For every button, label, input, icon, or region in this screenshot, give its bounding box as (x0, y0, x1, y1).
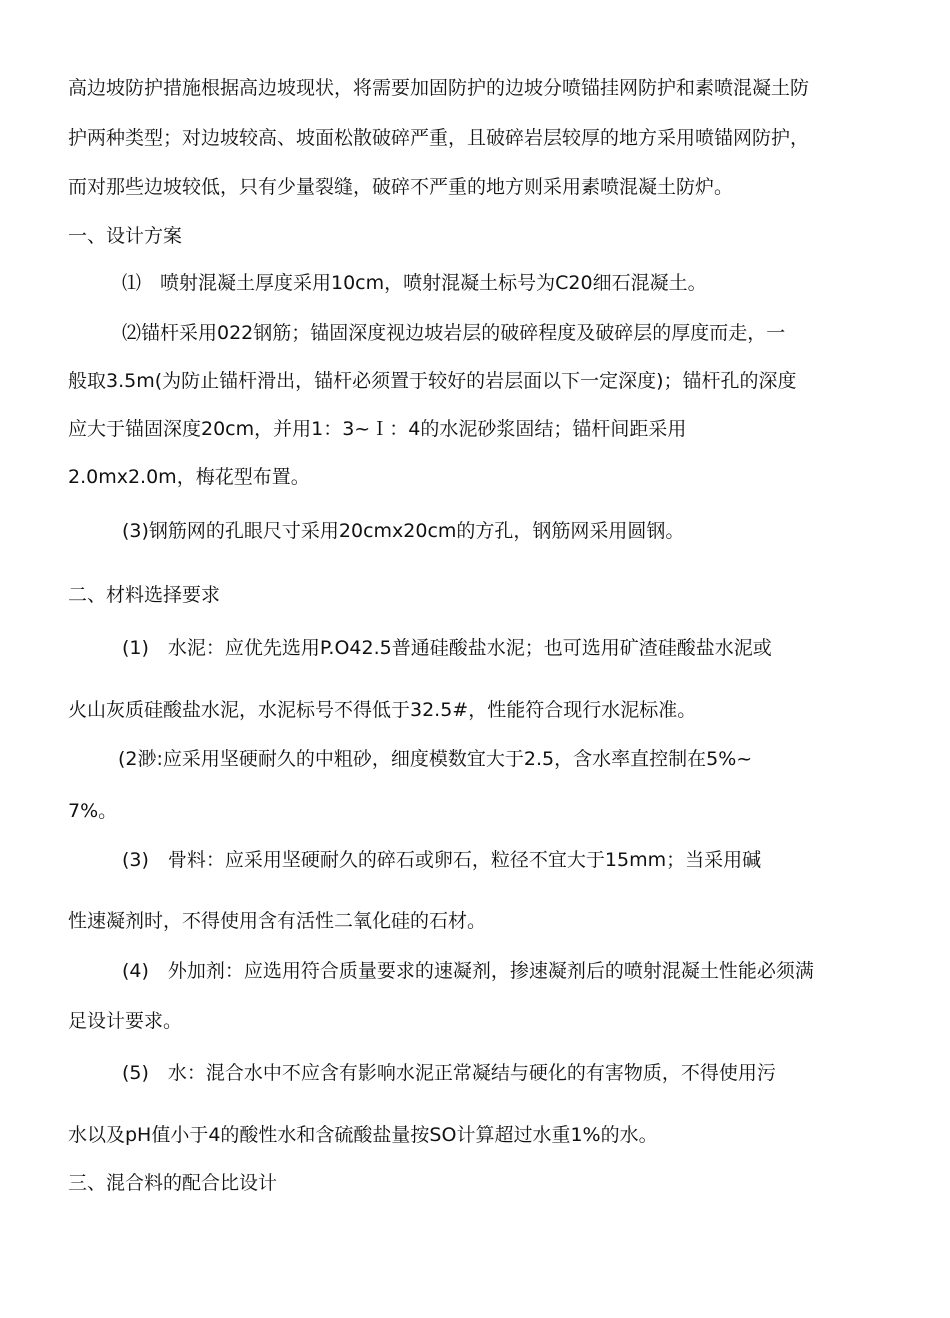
material-item-4-line-2: 足设计要求。 (68, 1010, 183, 1032)
design-item-2-line-1: ⑵锚杆采用022钢筋；锚固深度视边坡岩层的破碎程度及破碎层的厚度而走，一 (122, 322, 786, 344)
section-heading-3: 三、混合料的配合比设计 (68, 1172, 278, 1194)
material-item-3-line-1: (3) 骨料：应采用坚硬耐久的碎石或卵石，粒径不宜大于15mm；当采用碱 (122, 849, 762, 871)
material-item-5-line-2: 水以及pH值小于4的酸性水和含硫酸盐量按SO计算超过水重1%的水。 (68, 1124, 658, 1146)
design-item-2-line-4: 2.0mx2.0m，梅花型布置。 (68, 466, 310, 488)
intro-line-2: 护两种类型；对边坡较高、坡面松散破碎严重，且破碎岩层较厚的地方采用喷锚网防护， (68, 127, 810, 149)
intro-line-1: 高边坡防护措施根据高边坡现状，将需要加固防护的边坡分喷锚挂网防护和素喷混凝土防 (68, 77, 810, 99)
material-item-4-line-1: (4) 外加剂：应选用符合质量要求的速凝剂，掺速凝剂后的喷射混凝土性能必须满 (122, 960, 814, 982)
material-item-1-line-2: 火山灰质硅酸盐水泥，水泥标号不得低于32.5#，性能符合现行水泥标准。 (68, 699, 697, 721)
design-item-2-line-3: 应大于锚固深度20cm，并用1：3~Ｉ：4的水泥砂浆固结；锚杆间距采用 (68, 418, 687, 440)
material-item-2-line-2: 7%。 (68, 800, 118, 822)
design-item-3: (3)钢筋网的孔眼尺寸采用20cmx20cm的方孔，钢筋网采用圆钢。 (122, 520, 685, 542)
intro-line-3: 而对那些边坡较低，只有少量裂缝，破碎不严重的地方则采用素喷混凝土防炉。 (68, 176, 734, 198)
design-item-1: ⑴ 喷射混凝土厚度采用10cm，喷射混凝土标号为C20细石混凝土。 (122, 272, 707, 294)
design-item-2-line-2: 般取3.5m(为防止锚杆滑出，锚杆必须置于较好的岩层面以下一定深度)；锚杆孔的深度 (68, 370, 797, 392)
material-item-2-line-1: (2渺:应采用坚硬耐久的中粗砂，细度模数宜大于2.5，含水率直控制在5%~ (118, 748, 753, 770)
section-heading-1: 一、设计方案 (68, 225, 183, 247)
section-heading-2: 二、材料选择要求 (68, 584, 221, 606)
material-item-1-line-1: (1) 水泥：应优先选用P.O42.5普通硅酸盐水泥；也可选用矿渣硅酸盐水泥或 (122, 637, 772, 659)
material-item-3-line-2: 性速凝剂时，不得使用含有活性二氧化硅的石材。 (68, 910, 487, 932)
material-item-5-line-1: (5) 水：混合水中不应含有影响水泥正常凝结与硬化的有害物质，不得使用污 (122, 1062, 776, 1084)
